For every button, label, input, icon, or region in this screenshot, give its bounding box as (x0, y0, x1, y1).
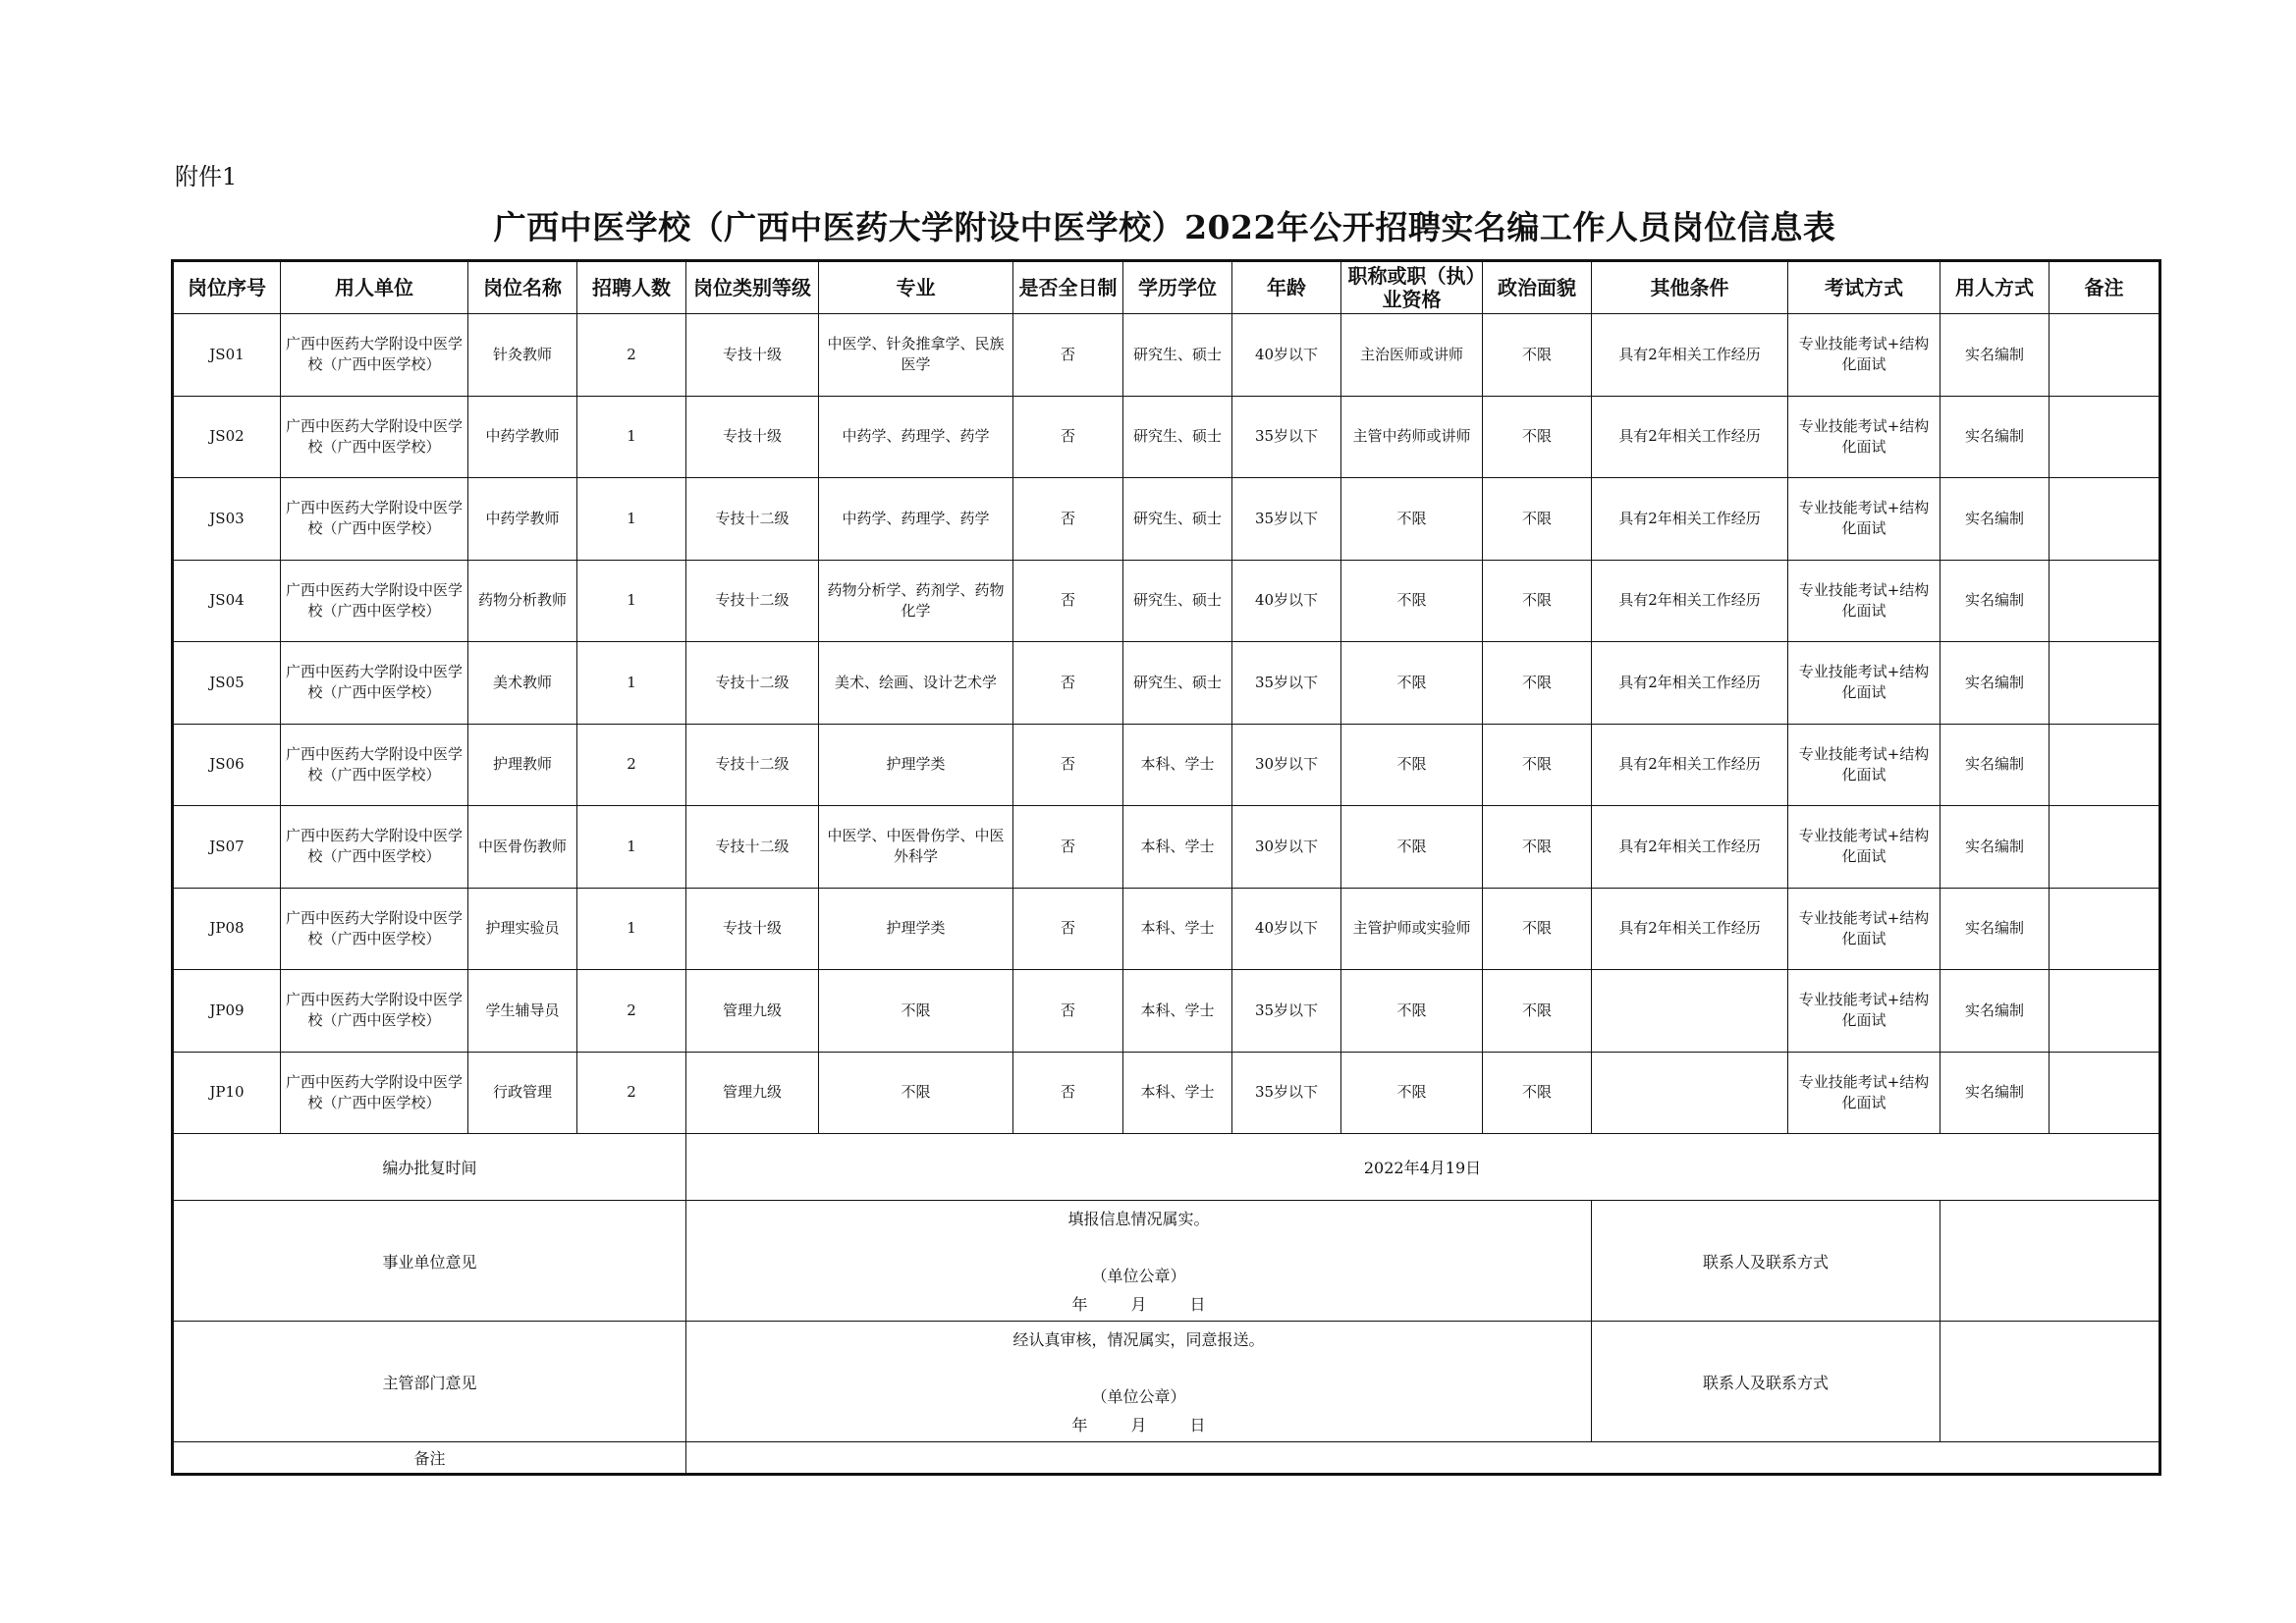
cell-exam-method: 专业技能考试+结构化面试 (1788, 970, 1941, 1053)
unit-opinion-stamp: （单位公章） (1091, 1267, 1186, 1285)
cell-position-id: JP10 (173, 1052, 281, 1134)
cell-employer: 广西中医药大学附设中医学校（广西中医学校） (281, 642, 468, 725)
cell-age: 35岁以下 (1232, 396, 1341, 478)
cell-political-status: 不限 (1483, 314, 1592, 397)
cell-employment-type: 实名编制 (1941, 642, 2050, 725)
unit-opinion-date (686, 1292, 1591, 1315)
cell-recruit-count: 1 (577, 396, 686, 478)
unit-contact-label: 联系人及联系方式 (1592, 1201, 1941, 1322)
cell-employer: 广西中医药大学附设中医学校（广西中医学校） (281, 478, 468, 561)
cell-major: 护理学类 (819, 888, 1013, 970)
cell-position-name: 护理教师 (468, 724, 577, 806)
cell-age: 35岁以下 (1232, 478, 1341, 561)
dept-opinion-content (686, 1322, 1592, 1442)
cell-employer: 广西中医药大学附设中医学校（广西中医学校） (281, 1052, 468, 1134)
cell-position-level: 专技十二级 (686, 560, 819, 642)
cell-position-id: JS02 (173, 396, 281, 478)
cell-age: 35岁以下 (1232, 1052, 1341, 1134)
cell-position-name: 中医骨伤教师 (468, 806, 577, 889)
cell-employer: 广西中医药大学附设中医学校（广西中医学校） (281, 888, 468, 970)
table-row (173, 724, 2160, 806)
cell-employer: 广西中医药大学附设中医学校（广西中医学校） (281, 806, 468, 889)
cell-position-id: JS01 (173, 314, 281, 397)
cell-employment-type: 实名编制 (1941, 970, 2050, 1053)
cell-position-id: JS04 (173, 560, 281, 642)
header-major: 专业 (819, 261, 1013, 314)
header-remarks: 备注 (2050, 261, 2160, 314)
cell-title-qualification: 不限 (1341, 560, 1483, 642)
cell-political-status: 不限 (1483, 478, 1592, 561)
cell-position-level: 管理九级 (686, 970, 819, 1053)
dept-opinion-year: 年 (1071, 1416, 1088, 1434)
cell-full-time: 否 (1013, 970, 1123, 1053)
cell-exam-method: 专业技能考试+结构化面试 (1788, 888, 1941, 970)
table-row (173, 396, 2160, 478)
cell-position-level: 专技十级 (686, 888, 819, 970)
cell-position-name: 中药学教师 (468, 396, 577, 478)
table-row (173, 888, 2160, 970)
dept-opinion-label: 主管部门意见 (173, 1322, 686, 1442)
approval-label: 编办批复时间 (173, 1134, 686, 1201)
cell-education: 本科、学士 (1123, 806, 1232, 889)
cell-major: 不限 (819, 970, 1013, 1053)
cell-employment-type: 实名编制 (1941, 478, 2050, 561)
cell-political-status: 不限 (1483, 642, 1592, 725)
header-title-qualification: 职称或职（执）业资格 (1341, 261, 1483, 314)
cell-political-status: 不限 (1483, 396, 1592, 478)
cell-political-status: 不限 (1483, 970, 1592, 1053)
cell-employer: 广西中医药大学附设中医学校（广西中医学校） (281, 396, 468, 478)
cell-full-time: 否 (1013, 396, 1123, 478)
cell-employer: 广西中医药大学附设中医学校（广西中医学校） (281, 724, 468, 806)
remark-row (173, 1442, 2160, 1475)
cell-political-status: 不限 (1483, 888, 1592, 970)
remark-label: 备注 (173, 1442, 686, 1475)
cell-employment-type: 实名编制 (1941, 724, 2050, 806)
cell-remarks (2050, 806, 2160, 889)
cell-exam-method: 专业技能考试+结构化面试 (1788, 478, 1941, 561)
cell-education: 研究生、硕士 (1123, 396, 1232, 478)
cell-remarks (2050, 560, 2160, 642)
cell-age: 40岁以下 (1232, 314, 1341, 397)
cell-full-time: 否 (1013, 724, 1123, 806)
cell-employer: 广西中医药大学附设中医学校（广西中医学校） (281, 970, 468, 1053)
cell-employment-type: 实名编制 (1941, 806, 2050, 889)
cell-position-id: JS07 (173, 806, 281, 889)
cell-education: 本科、学士 (1123, 888, 1232, 970)
table-row (173, 478, 2160, 561)
cell-other-conditions: 具有2年相关工作经历 (1592, 724, 1788, 806)
cell-remarks (2050, 1052, 2160, 1134)
unit-opinion-label: 事业单位意见 (173, 1201, 686, 1322)
cell-remarks (2050, 724, 2160, 806)
cell-other-conditions: 具有2年相关工作经历 (1592, 806, 1788, 889)
header-position-name: 岗位名称 (468, 261, 577, 314)
cell-position-id: JS06 (173, 724, 281, 806)
cell-recruit-count: 2 (577, 1052, 686, 1134)
cell-major: 中医学、针灸推拿学、民族医学 (819, 314, 1013, 397)
table-row (173, 560, 2160, 642)
remark-value (686, 1442, 2160, 1475)
header-row (173, 261, 2160, 314)
cell-full-time: 否 (1013, 1052, 1123, 1134)
cell-remarks (2050, 888, 2160, 970)
cell-major: 药物分析学、药剂学、药物化学 (819, 560, 1013, 642)
unit-opinion-day: 日 (1189, 1295, 1206, 1314)
cell-other-conditions (1592, 970, 1788, 1053)
attachment-label: 附件1 (175, 163, 238, 190)
cell-exam-method: 专业技能考试+结构化面试 (1788, 724, 1941, 806)
cell-major: 中药学、药理学、药学 (819, 396, 1013, 478)
unit-contact-value (1941, 1201, 2160, 1322)
cell-recruit-count: 2 (577, 724, 686, 806)
cell-position-id: JP09 (173, 970, 281, 1053)
cell-full-time: 否 (1013, 806, 1123, 889)
cell-age: 30岁以下 (1232, 724, 1341, 806)
cell-exam-method: 专业技能考试+结构化面试 (1788, 806, 1941, 889)
cell-other-conditions: 具有2年相关工作经历 (1592, 642, 1788, 725)
cell-position-level: 专技十级 (686, 314, 819, 397)
table-row (173, 642, 2160, 725)
cell-other-conditions: 具有2年相关工作经历 (1592, 560, 1788, 642)
dept-opinion-month: 月 (1130, 1416, 1147, 1434)
cell-political-status: 不限 (1483, 1052, 1592, 1134)
unit-opinion-month: 月 (1130, 1295, 1147, 1314)
cell-major: 不限 (819, 1052, 1013, 1134)
cell-position-id: JS03 (173, 478, 281, 561)
cell-title-qualification: 主治医师或讲师 (1341, 314, 1483, 397)
cell-recruit-count: 1 (577, 478, 686, 561)
cell-position-level: 管理九级 (686, 1052, 819, 1134)
dept-opinion-date (686, 1413, 1591, 1435)
cell-position-name: 药物分析教师 (468, 560, 577, 642)
cell-remarks (2050, 314, 2160, 397)
approval-date: 2022年4月19日 (686, 1134, 2160, 1201)
cell-full-time: 否 (1013, 314, 1123, 397)
cell-age: 35岁以下 (1232, 970, 1341, 1053)
cell-recruit-count: 1 (577, 642, 686, 725)
header-position-id: 岗位序号 (173, 261, 281, 314)
cell-political-status: 不限 (1483, 724, 1592, 806)
dept-opinion-statement: 经认真审核，情况属实，同意报送。 (1012, 1330, 1265, 1349)
cell-remarks (2050, 970, 2160, 1053)
table-row (173, 1052, 2160, 1134)
cell-remarks (2050, 396, 2160, 478)
document-title: 广西中医学校（广西中医药大学附设中医学校）2022年公开招聘实名编工作人员岗位信息表 (493, 208, 1836, 246)
cell-exam-method: 专业技能考试+结构化面试 (1788, 560, 1941, 642)
cell-political-status: 不限 (1483, 806, 1592, 889)
cell-other-conditions: 具有2年相关工作经历 (1592, 888, 1788, 970)
header-age: 年龄 (1232, 261, 1341, 314)
cell-exam-method: 专业技能考试+结构化面试 (1788, 314, 1941, 397)
unit-opinion-year: 年 (1071, 1295, 1088, 1314)
cell-position-id: JP08 (173, 888, 281, 970)
cell-title-qualification: 不限 (1341, 806, 1483, 889)
cell-other-conditions: 具有2年相关工作经历 (1592, 314, 1788, 397)
cell-exam-method: 专业技能考试+结构化面试 (1788, 396, 1941, 478)
dept-opinion-day: 日 (1189, 1416, 1206, 1434)
cell-education: 本科、学士 (1123, 1052, 1232, 1134)
dept-opinion-row (173, 1322, 2160, 1442)
cell-education: 研究生、硕士 (1123, 314, 1232, 397)
cell-employer: 广西中医药大学附设中医学校（广西中医学校） (281, 560, 468, 642)
cell-employment-type: 实名编制 (1941, 314, 2050, 397)
approval-row (173, 1134, 2160, 1201)
cell-major: 美术、绘画、设计艺术学 (819, 642, 1013, 725)
position-info-table (171, 259, 2161, 1476)
cell-full-time: 否 (1013, 560, 1123, 642)
cell-title-qualification: 主管中药师或讲师 (1341, 396, 1483, 478)
cell-major: 中医学、中医骨伤学、中医外科学 (819, 806, 1013, 889)
cell-education: 本科、学士 (1123, 724, 1232, 806)
cell-recruit-count: 2 (577, 970, 686, 1053)
cell-major: 中药学、药理学、药学 (819, 478, 1013, 561)
table-row (173, 806, 2160, 889)
header-employment-type: 用人方式 (1941, 261, 2050, 314)
header-position-level: 岗位类别等级 (686, 261, 819, 314)
cell-exam-method: 专业技能考试+结构化面试 (1788, 1052, 1941, 1134)
cell-other-conditions: 具有2年相关工作经历 (1592, 478, 1788, 561)
cell-age: 40岁以下 (1232, 888, 1341, 970)
cell-employment-type: 实名编制 (1941, 560, 2050, 642)
cell-position-level: 专技十二级 (686, 642, 819, 725)
table-row (173, 970, 2160, 1053)
cell-title-qualification: 不限 (1341, 970, 1483, 1053)
cell-position-name: 行政管理 (468, 1052, 577, 1134)
unit-opinion-row (173, 1201, 2160, 1322)
header-other-conditions: 其他条件 (1592, 261, 1788, 314)
cell-title-qualification: 不限 (1341, 478, 1483, 561)
cell-education: 本科、学士 (1123, 970, 1232, 1053)
header-education: 学历学位 (1123, 261, 1232, 314)
cell-age: 40岁以下 (1232, 560, 1341, 642)
cell-political-status: 不限 (1483, 560, 1592, 642)
cell-employment-type: 实名编制 (1941, 1052, 2050, 1134)
cell-education: 研究生、硕士 (1123, 642, 1232, 725)
cell-position-level: 专技十二级 (686, 806, 819, 889)
cell-position-name: 护理实验员 (468, 888, 577, 970)
cell-position-name: 针灸教师 (468, 314, 577, 397)
cell-position-level: 专技十二级 (686, 478, 819, 561)
cell-remarks (2050, 642, 2160, 725)
cell-full-time: 否 (1013, 888, 1123, 970)
cell-title-qualification: 不限 (1341, 1052, 1483, 1134)
header-recruit-count: 招聘人数 (577, 261, 686, 314)
cell-major: 护理学类 (819, 724, 1013, 806)
cell-title-qualification: 主管护师或实验师 (1341, 888, 1483, 970)
unit-opinion-content (686, 1201, 1592, 1322)
cell-recruit-count: 1 (577, 888, 686, 970)
cell-recruit-count: 1 (577, 560, 686, 642)
cell-position-level: 专技十级 (686, 396, 819, 478)
cell-age: 35岁以下 (1232, 642, 1341, 725)
cell-other-conditions (1592, 1052, 1788, 1134)
cell-employer: 广西中医药大学附设中医学校（广西中医学校） (281, 314, 468, 397)
cell-title-qualification: 不限 (1341, 642, 1483, 725)
cell-employment-type: 实名编制 (1941, 888, 2050, 970)
cell-full-time: 否 (1013, 642, 1123, 725)
cell-position-name: 中药学教师 (468, 478, 577, 561)
unit-opinion-statement: 填报信息情况属实。 (1067, 1210, 1210, 1228)
dept-contact-value (1941, 1322, 2160, 1442)
header-full-time: 是否全日制 (1013, 261, 1123, 314)
cell-education: 研究生、硕士 (1123, 560, 1232, 642)
cell-exam-method: 专业技能考试+结构化面试 (1788, 642, 1941, 725)
header-employer: 用人单位 (281, 261, 468, 314)
cell-recruit-count: 2 (577, 314, 686, 397)
cell-recruit-count: 1 (577, 806, 686, 889)
cell-title-qualification: 不限 (1341, 724, 1483, 806)
cell-full-time: 否 (1013, 478, 1123, 561)
cell-position-level: 专技十二级 (686, 724, 819, 806)
cell-position-name: 学生辅导员 (468, 970, 577, 1053)
dept-contact-label: 联系人及联系方式 (1592, 1322, 1941, 1442)
table-body (173, 314, 2160, 1134)
cell-education: 研究生、硕士 (1123, 478, 1232, 561)
cell-position-id: JS05 (173, 642, 281, 725)
cell-position-name: 美术教师 (468, 642, 577, 725)
table-row (173, 314, 2160, 397)
header-political-status: 政治面貌 (1483, 261, 1592, 314)
header-exam-method: 考试方式 (1788, 261, 1941, 314)
cell-remarks (2050, 478, 2160, 561)
cell-employment-type: 实名编制 (1941, 396, 2050, 478)
cell-age: 30岁以下 (1232, 806, 1341, 889)
dept-opinion-stamp: （单位公章） (1091, 1387, 1186, 1406)
cell-other-conditions: 具有2年相关工作经历 (1592, 396, 1788, 478)
